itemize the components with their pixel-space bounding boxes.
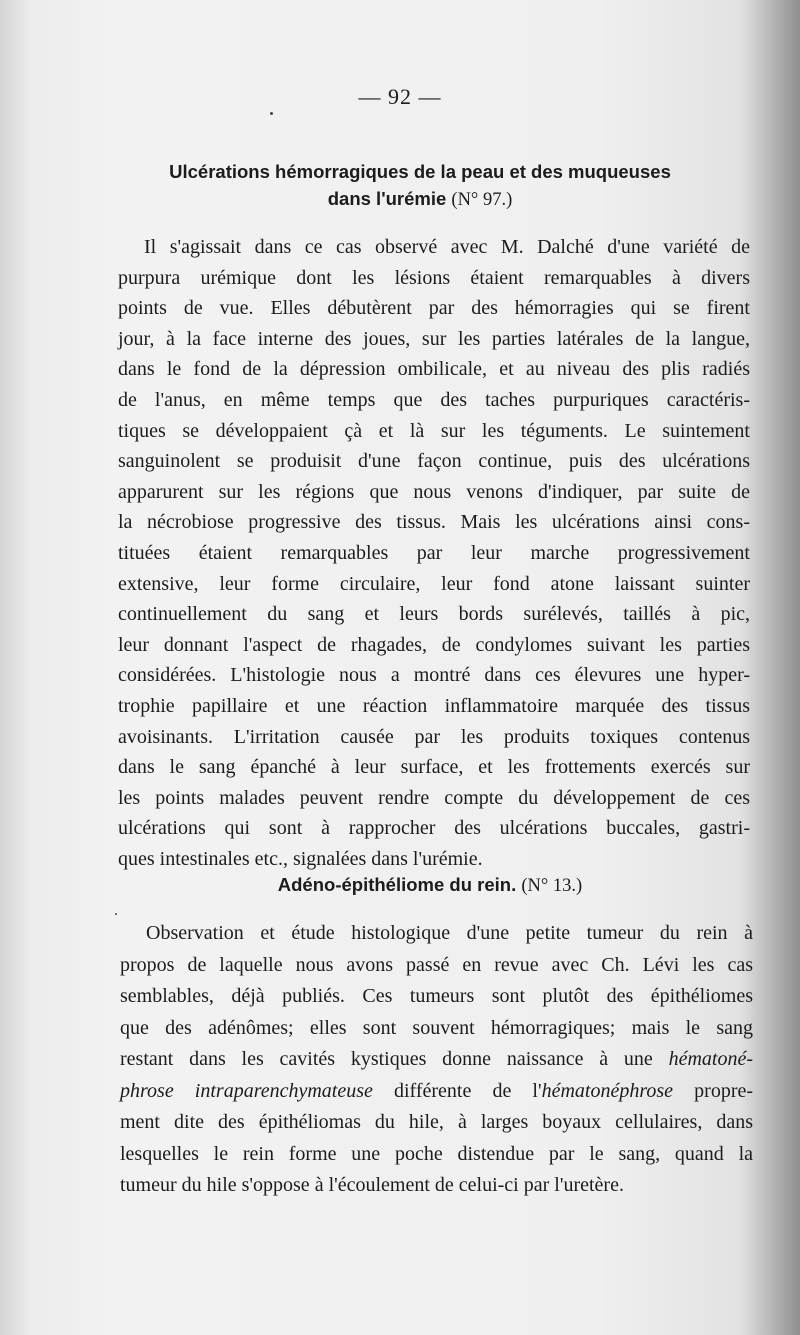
- text-span: restant dans les cavités kystiques donne naissance à une: [120, 1048, 653, 1070]
- text-line: leur donnant l'aspect de rhagades, de condylomes suivant les parties: [118, 633, 750, 656]
- text-line: sanguinolent se produisit d'une façon continue, puis des ulcérations: [118, 450, 750, 473]
- section-reference: (N° 97.): [451, 190, 513, 210]
- text-span: différente de l': [372, 1079, 542, 1102]
- text-line: avoisinants. L'irritation causée par les produits toxiques contenus: [118, 725, 750, 748]
- text-line: dans le sang épanché à leur surface, et les frottements exercés sur: [118, 756, 750, 779]
- text-line: extensive, leur forme circulaire, leur fond atone laissant suinter: [118, 572, 750, 595]
- text-line: propos de laquelle nous avons passé en revue avec Ch. Lévi les cas: [120, 953, 753, 976]
- text-line: de l'anus, en même temps que des taches purpuriques caractéris-: [118, 388, 750, 411]
- text-line: tumeur du hile s'oppose à l'écoulement de celui-ci par l'uretère.: [120, 1174, 624, 1196]
- text-line: [120, 1076, 753, 1108]
- text-line: jour, à la face interne des joues, sur les parties latérales de la langue,: [118, 327, 750, 350]
- section-heading-text: Adéno-épithéliome du rein.: [277, 874, 517, 895]
- section-reference: (N° 13.): [521, 876, 583, 896]
- section-heading-line-2-text: dans l'urémie: [327, 188, 447, 209]
- page-number: — 92 —: [358, 84, 442, 109]
- italic-span: phrose intraparenchymateuse: [120, 1079, 373, 1102]
- text-line: purpura urémique dont les lésions étaient remarquables à divers: [118, 266, 750, 289]
- text-line: trophie papillaire et une réaction inflammatoire marquée des tissus: [118, 694, 750, 717]
- text-line: la nécrobiose progressive des tissus. Mais les ulcérations ainsi cons-: [118, 511, 750, 534]
- text-line: Observation et étude histologique d'une petite tumeur du rein à: [146, 922, 753, 944]
- text-line: Il s'agissait dans ce cas observé avec M. Dalché d'une variété de: [144, 236, 750, 258]
- text-line: ques intestinales etc., signalées dans l'urémie.: [118, 847, 483, 870]
- section-heading-line-1: Ulcérations hémorragiques de la peau et des muqueuses: [169, 161, 671, 182]
- text-line: apparurent sur les régions que nous venons d'indiquer, par suite de: [118, 480, 750, 503]
- text-line: ment dite des épithéliomas du hile, à larges boyaux cellulaires, dans: [120, 1111, 753, 1133]
- text-line: les points malades peuvent rendre compte du développement de ces: [118, 786, 750, 809]
- text-line: ulcérations qui sont à rapprocher des ulcérations buccales, gastri-: [118, 817, 750, 840]
- italic-span: hématoné-: [668, 1048, 753, 1070]
- text-line: dans le fond de la dépression ombilicale, et au niveau des plis radiés: [118, 358, 750, 381]
- text-line: [120, 1044, 753, 1076]
- scan-speck: [270, 112, 273, 115]
- text-line: continuellement du sang et leurs bords surélevés, taillés à pic,: [118, 603, 750, 626]
- text-line: tiques se développaient çà et là sur les téguments. Le suintement: [118, 419, 750, 442]
- text-span: propre-: [673, 1079, 754, 1102]
- text-line: semblables, déjà publiés. Ces tumeurs sont plutôt des épithéliomes: [120, 985, 753, 1007]
- section-heading-adeno: [120, 871, 740, 900]
- text-line: points de vue. Elles débutèrent par des hémorragies qui se firent: [118, 297, 750, 320]
- section-heading-uremia: [100, 158, 740, 214]
- paragraph-adeno: [120, 918, 753, 1202]
- italic-span: hématonéphrose: [541, 1079, 674, 1102]
- text-line: que des adénômes; elles sont souvent hémorragiques; mais le sang: [120, 1016, 753, 1039]
- text-line: lesquelles le rein forme une poche distendue par le sang, quand la: [120, 1142, 753, 1165]
- scan-speck: [115, 913, 117, 915]
- section-heading-line-2: [100, 185, 740, 214]
- paragraph-uremia: [118, 232, 750, 874]
- text-line: tituées étaient remarquables par leur marche progressivement: [118, 541, 750, 564]
- text-line: considérées. L'histologie nous a montré dans ces élevures une hyper-: [118, 664, 750, 687]
